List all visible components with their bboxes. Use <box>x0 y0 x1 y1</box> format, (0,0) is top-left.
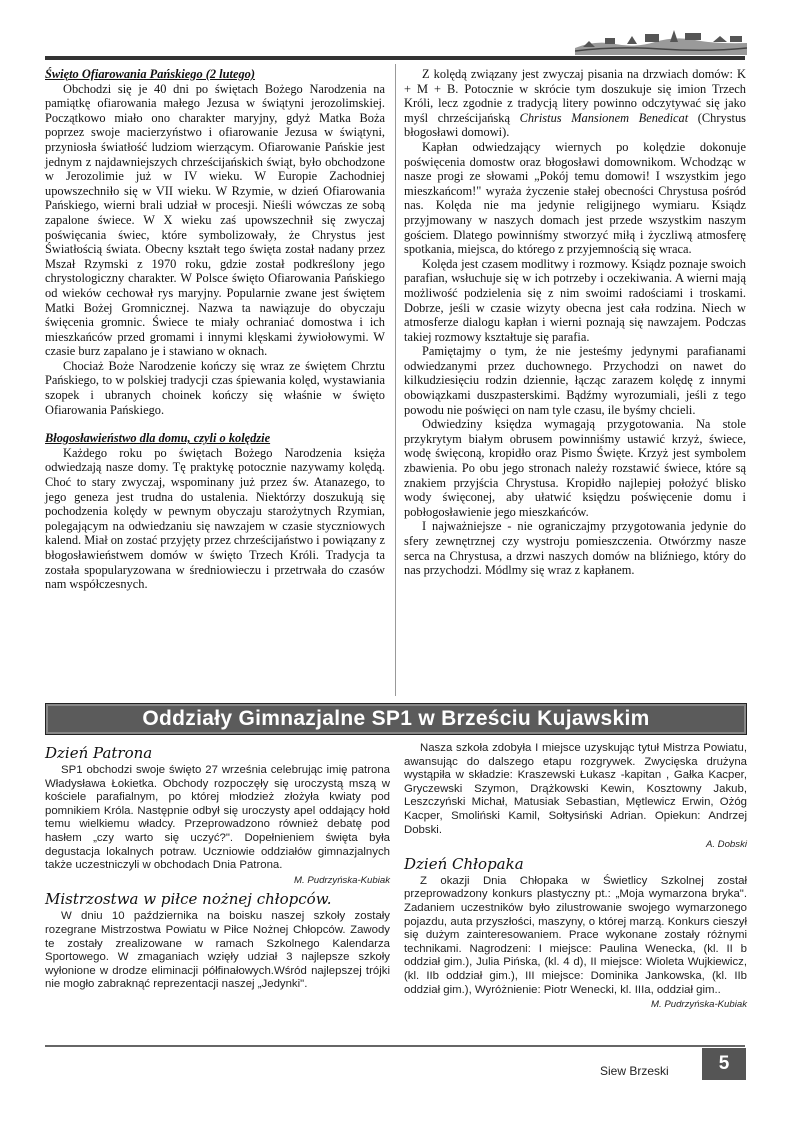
heading-dzien-patrona: Dzień Patrona <box>45 744 153 762</box>
article-column-left <box>45 67 385 592</box>
paragraph: W dniu 10 października na boisku naszej szkoły zostały rozegrane Mistrzostwa Powiatu w Piłce Nożnej Chłopców. Zawody te zostały zrealizowane w ramach Szkolnego Kalendarza Sportowego. W zmaganiach wzięły udział 3 najlepsze szkoły wyłonione w drodze eliminacji półfinałowych.Wśród najlepszej trójki nie mogło zabraknąć reprezentacji naszej „Jedynki". <box>45 910 390 991</box>
village-skyline-image <box>575 20 747 55</box>
paragraph-text: Z kolędą związany jest zwyczaj pisania na drzwiach domów: K + M + B. Potocznie w skrócie tym doszukuje się imion Trzech Króli, lecz zgodnie z tradycją litery powinno odczytywać się jako myśl chrześcijańską <box>404 67 746 125</box>
article-column-right <box>404 67 746 578</box>
section-heading-ofiarowanie: Święto Ofiarowania Pańskiego (2 lutego) <box>45 67 255 81</box>
author-signature: M. Pudrzyńska-Kubiak <box>294 874 390 886</box>
section-heading-kolęda: Błogosławieństwo dla domu, czyli o kolędzie <box>45 431 271 446</box>
paragraph-kmb <box>404 67 746 140</box>
author-signature: A. Dobski <box>705 839 747 851</box>
paragraph: Kapłan odwiedzający wiernych po kolędzie dokonuje poświęcenia domostw oraz błogosławi domownikom. Wchodząc w nasze progi ze słowami „Pokój temu domowi! I wszystkim jego mieszkańcom!" wyraża życzenie stałej obecności Chrystusa pośród nas. Kolęda nie ma jedynie religijnego wymiaru. Ksiądz przyjmowany w naszych domach jest przede wszystkim naszym gościem. Dlatego powinniśmy stworzyć miłą i życzliwą atmosferę spotkania, miejsca, do którego z przyjemnością się wraca. <box>404 139 746 257</box>
paragraph: SP1 obchodzi swoje święto 27 września celebrując imię patrona Władysława Łokietka. Obchody rozpoczęły się uroczystą mszą w kościele parafialnym, po której młodzież złożyła kwiaty pod pomnikiem Króla. Następnie odbył się uroczysty apel oddający hołd temu wielkiemu władcy. Przeprowadzono również debatę pod hasłem „czy warto się uczyć?". Dopełnieniem święta była degustacja lokalnych potraw. Uczniowie oddziałów gimnazjalnych także uczestniczyli w obchodach Dnia Patrona. <box>45 764 390 872</box>
author-signature: M. Pudrzyńska-Kubiak <box>651 999 747 1011</box>
paragraph-text: (Chrystus błogosławi domowi). <box>404 110 746 140</box>
school-news-left <box>45 742 390 992</box>
top-rule <box>45 56 745 60</box>
paragraph: Każdego roku po świętach Bożego Narodzenia księża odwiedzają nasze domy. Tę praktykę potocznie nazywamy kolędą. Choć to stary zwyczaj, wspominany już przez św. Atanazego, to jego geneza jest trudna do ustalenia. Niektórzy doszukują się pochodzenia kolędy w pewnym obyczaju starożytnych Rzymian, polegającym na odwiedzaniu się nawzajem w czasie styczniowych kalend. Miał on zostać przyjęty przez chrześcijaństwo i powiązany z błogosławieństwem domów w święto Trzech Króli. Tradycja ta została spopularyzowana w średniowieczu i przetrwała do czasów nam współczesnych. <box>45 445 385 592</box>
paragraph: Pamiętajmy o tym, że nie jesteśmy jedynymi parafianami odwiedzanymi przez duchownego. Przychodzi on nawet do kilkudziesięciu rodzin dziennie, łącząc zarazem kolędę z innymi obowiązkami duszpasterskimi. Bądźmy wyrozumiali, jeśli z tego powodu nie poświęci on nam tyle czasu, ile byśmy chcieli. <box>404 344 746 417</box>
paragraph: Nasza szkoła zdobyła I miejsce uzyskując tytuł Mistrza Powiatu, awansując do dalszego etapu rozgrywek. Zwycięska drużyna wystąpiła w składzie: Kraszewski Łukasz -kapitan , Gałka Kacper, Gryczewski Szymon, Drążkowski Kewin, Kosztowny Jakub, Leszczyński Michał, Matusiak Sebastian, Mętlewicz Erwin, Ożóg Kacper, Smoliński Kamil, Sołtysiński Adrian. Opiekun: Andrzej Dobski. <box>404 742 747 836</box>
banner-title: Oddziały Gimnazjalne SP1 w Brześciu Kujawskim <box>142 707 650 730</box>
paragraph: Chociaż Boże Narodzenie kończy się wraz ze świętem Chrztu Pańskiego, to w polskiej tradycji czas śpiewania kolęd, wystawiania szopek i ubranych choinek kończy się właśnie w święto Ofiarowania Pańskiego. <box>45 358 385 417</box>
paragraph: Obchodzi się je 40 dni po świętach Bożego Narodzenia na pamiątkę ofiarowania małego Jezusa w świątyni jerozolimskiej. Początkowo miało ono charakter maryjny, gdyż Matka Boża poprzez swoje macierzyństwo i ofiarowanie Jezusa w świątyni, przyniosła światłość ludziom wierzącym. Ofiarowanie Pańskie jest jednym z najdawniejszych chrześcijańskich świąt, było obchodzone w Jerozolimie już w IV wieku. W Europie Zachodniej upowszechniło się w VII wieku. W Rzymie, w dzień Ofiarowania Pańskiego, wierni brali udział w procesji. Nieśli wówczas ze sobą zapalone świece. W X wieku zaś upowszechnił się zwyczaj poświęcania świec, które symbolizowały, że Chrystus jest Światłością świata. Obecny kształt tego święta został nadany przez Mszał Rzymski z 1970 roku, gdzie został podkreślony jego chrystologiczny charakter. W Polsce święto Ofiarowania Pańskiego od wieków cechował rys maryjny. Popularnie zwane jest świętem Matki Bożej Gromnicznej. Nazwa ta nawiązuje do obyczaju święcenia gromnic. Świece te miały ochraniać domostwa i ich mieszkańców przed gromami i innymi klęskami żywiołowymi. W czasie burz zapalano je i stawiano w oknach. <box>45 81 385 359</box>
paragraph: Odwiedziny księdza wymagają przygotowania. Na stole przykrytym białym obrusem powinniśmy ustawić krzyż, świece, wodę święconą, kropidło oraz Pismo Święte. Krzyż jest symbolem zbawienia. Po obu jego stronach należy rozstawić świece, które są znakiem przyjścia Chrystusa. Kropidło najlepiej położyć blisko wody święconej, aby ułatwić księdzu poświęcenie domu i pobłogosławienie jego mieszkańców. <box>404 417 746 519</box>
latin-phrase: Christus Mansionem Benedicat <box>519 110 689 125</box>
paragraph: I najważniejsze - nie ograniczajmy przygotowania jedynie do sfery zewnętrznej czy wystroju pomieszczenia. Otwórzmy nasze serca na Chrystusa, a drzwi naszych domów na bliźniego, który do nas przychodzi. Módlmy się wraz z kapłanem. <box>404 519 746 578</box>
heading-dzien-chlopaka: Dzień Chłopaka <box>404 854 524 873</box>
paragraph: Z okazji Dnia Chłopaka w Świetlicy Szkolnej został przeprowadzony konkurs plastyczny pt.: „Moja wymarzona bryka". Zadaniem uczestników było zilustrowanie swojego wymarzonego pojazdu, auta przyszłości, maszyny, o której marzą. Konkurs cieszył się dużym zainteresowaniem. Prace wykonane zostały różnymi technikami. Nagrodzeni: I miejsce: Paulina Wenecka, (kl. II b oddział gim.), Julia Pińska, (kl. 4 d), II miejsce: Wioleta Wujkiewicz, (kl. IIb oddział gim.), III miejsce: Dominika Jankowska, (kl. IIb oddział gim.), Wyróżnienie: Piotr Wenecki, kl. IIIa, oddział gim.. <box>404 874 747 996</box>
school-news-right <box>404 742 747 1015</box>
section-banner <box>45 703 747 735</box>
bottom-rule <box>45 1045 745 1047</box>
page-number: 5 <box>702 1048 746 1080</box>
heading-mistrzostwa: Mistrzostwa w piłce nożnej chłopców. <box>45 890 332 909</box>
paragraph: Kolęda jest czasem modlitwy i rozmowy. Ksiądz poznaje swoich parafian, wsłuchuje się w ich potrzeby i oczekiwania. A wierni mają możliwość podzielenia się z nim swoimi radościami i troskami. Dobrze, jeśli w czasie wizyty obecna jest cała rodzina. Niech w atmosferze dialogu kapłan i wierni poznają się nawzajem. Podczas takiej rozmowy kształtuje się parafia. <box>404 256 746 344</box>
column-divider <box>395 64 396 696</box>
publication-name: Siew Brzeski <box>600 1064 669 1078</box>
